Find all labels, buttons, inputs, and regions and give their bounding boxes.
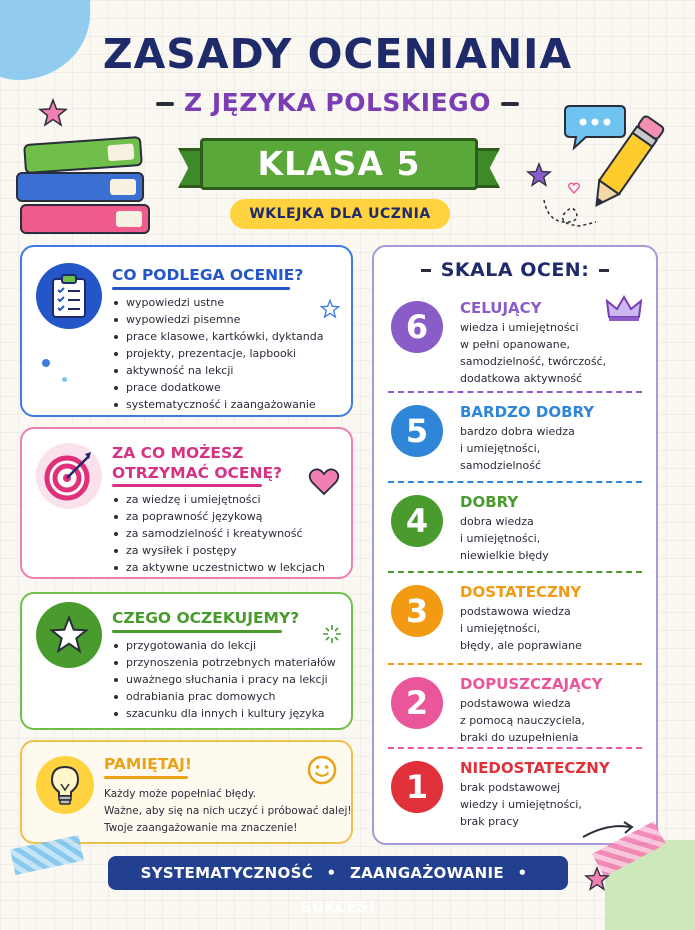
green-book (23, 136, 143, 174)
list-item: szacunku dla innych i kultury języka (126, 705, 336, 722)
grade-description-line: brak podstawowej (460, 781, 561, 794)
grade-number-badge: 4 (391, 495, 443, 547)
grade-name: DOSTATECZNY (460, 583, 582, 601)
scale-title-text: SKALA OCEN: (440, 259, 590, 281)
card-remember-text (104, 786, 352, 837)
footer-separator: • (517, 864, 528, 882)
list-item: za aktywne uczestnictwo w lekcjach (126, 561, 325, 574)
dashed-swirl-icon (540, 192, 600, 232)
card-assessed-title: CO PODLEGA OCENIE? (112, 266, 304, 284)
list-item: za wiedzę i umiejętności (126, 491, 325, 508)
grade-name: DOBRY (460, 493, 519, 511)
grade-separator (388, 481, 642, 483)
footer-word: SUKCES! (300, 898, 376, 916)
pink-book (20, 204, 150, 234)
blue-book (16, 172, 144, 202)
list-item: wypowiedzi ustne (126, 294, 323, 311)
list-item: za poprawność językową (126, 508, 325, 525)
grade-description-line: błędy, ale poprawiane (460, 639, 582, 652)
grade-description-line: samodzielność, twórczość, (460, 355, 607, 368)
grade-name: CELUJĄCY (460, 299, 542, 317)
grade-name: NIEDOSTATECZNY (460, 759, 610, 777)
list-item: systematyczność i zaangażowanie (126, 396, 323, 413)
grade-description-line: podstawowa wiedza (460, 605, 571, 618)
grade-description-line: w pełni opanowane, (460, 338, 571, 351)
subtitle-dash-left (156, 102, 174, 106)
grade-separator (388, 391, 642, 393)
card-assessed (20, 245, 353, 417)
grade-separator (388, 663, 642, 665)
dot-decoration (62, 377, 67, 382)
card-assessed-list (126, 294, 323, 413)
list-item: uważnego słuchania i pracy na lekcji (126, 671, 336, 688)
scale-title-dash-left (421, 269, 431, 272)
list-item: odrabiania prac domowych (126, 688, 336, 705)
list-item: aktywność na lekcji (126, 362, 323, 379)
card-expectations-list (126, 637, 336, 722)
card-grading-title-line1: ZA CO MOŻESZ (112, 444, 244, 462)
grade-description-line: i umiejętności, (460, 532, 541, 545)
list-item: za samodzielność i kreatywność (126, 525, 325, 542)
lightbulb-icon (36, 756, 94, 814)
grade-description (460, 695, 650, 746)
grade-description-line: bardzo dobra wiedza (460, 425, 575, 438)
grade-number-badge: 3 (391, 585, 443, 637)
grade-description (460, 513, 650, 564)
grade-description (460, 423, 650, 474)
grade-description-line: dodatkowa aktywność (460, 372, 583, 385)
grade-separator (388, 571, 642, 573)
grade-description-line: brak pracy (460, 815, 519, 828)
card-assessed-underline (112, 287, 290, 290)
subtitle-text: Z JĘZYKA POLSKIEGO (184, 88, 491, 117)
remember-line: Ważne, aby się na nich uczyć i próbować dalej! (104, 805, 352, 817)
card-expectations (20, 592, 353, 730)
grade-number-badge: 2 (391, 677, 443, 729)
grading-scale-panel (372, 245, 658, 845)
grade-description-line: samodzielność (460, 459, 542, 472)
grade-number-badge: 6 (391, 301, 443, 353)
purple-star-icon (526, 162, 552, 188)
card-remember (20, 740, 353, 844)
grade-separator (388, 747, 642, 749)
grade-description-line: wiedza i umiejętności (460, 321, 579, 334)
dot-decoration (42, 359, 50, 367)
card-grading (20, 427, 353, 579)
list-item: prace dodatkowe (126, 379, 323, 396)
target-icon (36, 443, 102, 509)
list-item: przynoszenia potrzebnych materiałów (126, 656, 336, 669)
grade-description-line: niewielkie błędy (460, 549, 549, 562)
list-item: projekty, prezentacje, lapbooki (126, 345, 323, 362)
list-item: przygotowania do lekcji (126, 637, 336, 654)
grade-description-line: i umiejętności, (460, 442, 541, 455)
class-ribbon: KLASA 5 (200, 138, 478, 190)
list-item: wypowiedzi pisemne (126, 311, 323, 328)
page-subtitle (0, 88, 675, 117)
grade-description (460, 603, 650, 654)
grade-description (460, 319, 650, 387)
list-item: za wysiłek i postępy (126, 542, 325, 559)
card-remember-title: PAMIĘTAJ! (104, 755, 192, 773)
grade-number-badge: 5 (391, 405, 443, 457)
scale-title (374, 259, 656, 281)
grade-description-line: podstawowa wiedza (460, 697, 571, 710)
card-grading-list (126, 491, 325, 576)
grade-name: DOPUSZCZAJĄCY (460, 675, 603, 693)
grade-description-line: wiedzy i umiejętności, (460, 798, 582, 811)
footer-separator: • (326, 864, 337, 882)
clipboard-checklist-icon (36, 263, 102, 329)
card-grading-underline (112, 484, 262, 487)
remember-line: Każdy może popełniać błędy. (104, 788, 256, 800)
footer-word: SYSTEMATYCZNOŚĆ (140, 864, 314, 882)
card-expectations-title: CZEGO OCZEKUJEMY? (112, 609, 300, 627)
grade-description-line: i umiejętności, (460, 622, 541, 635)
smiley-icon (306, 754, 338, 786)
page-title: ZASADY OCENIANIA (102, 30, 573, 78)
card-grading-title (112, 443, 282, 483)
footer-pink-star-icon (584, 866, 610, 892)
blue-washi-tape (10, 835, 84, 875)
list-item: prace klasowe, kartkówki, dyktanda (126, 330, 324, 343)
card-expectations-underline (112, 630, 282, 633)
grade-description-line: z pomocą nauczyciela, (460, 714, 585, 727)
grade-number-badge: 1 (391, 761, 443, 813)
star-icon (36, 602, 102, 668)
scale-title-dash-right (599, 269, 609, 272)
remember-line: Twoje zaangażowanie ma znaczenie! (104, 822, 298, 834)
footer-banner (108, 856, 568, 916)
grade-description-line: braki do uzupełnienia (460, 731, 579, 744)
subtitle-dash-right (501, 102, 519, 106)
footer-word: ZAANGAŻOWANIE (349, 864, 504, 882)
pink-heart-icon (308, 467, 340, 497)
sparkle-icon (322, 624, 342, 644)
sticker-badge: WKLEJKA DLA UCZNIA (230, 199, 450, 229)
card-grading-title-line2: OTRZYMAĆ OCENĘ? (112, 464, 283, 482)
outline-star-icon (320, 299, 340, 319)
grade-name: BARDZO DOBRY (460, 403, 595, 421)
card-remember-underline (104, 776, 188, 779)
grade-description-line: dobra wiedza (460, 515, 534, 528)
